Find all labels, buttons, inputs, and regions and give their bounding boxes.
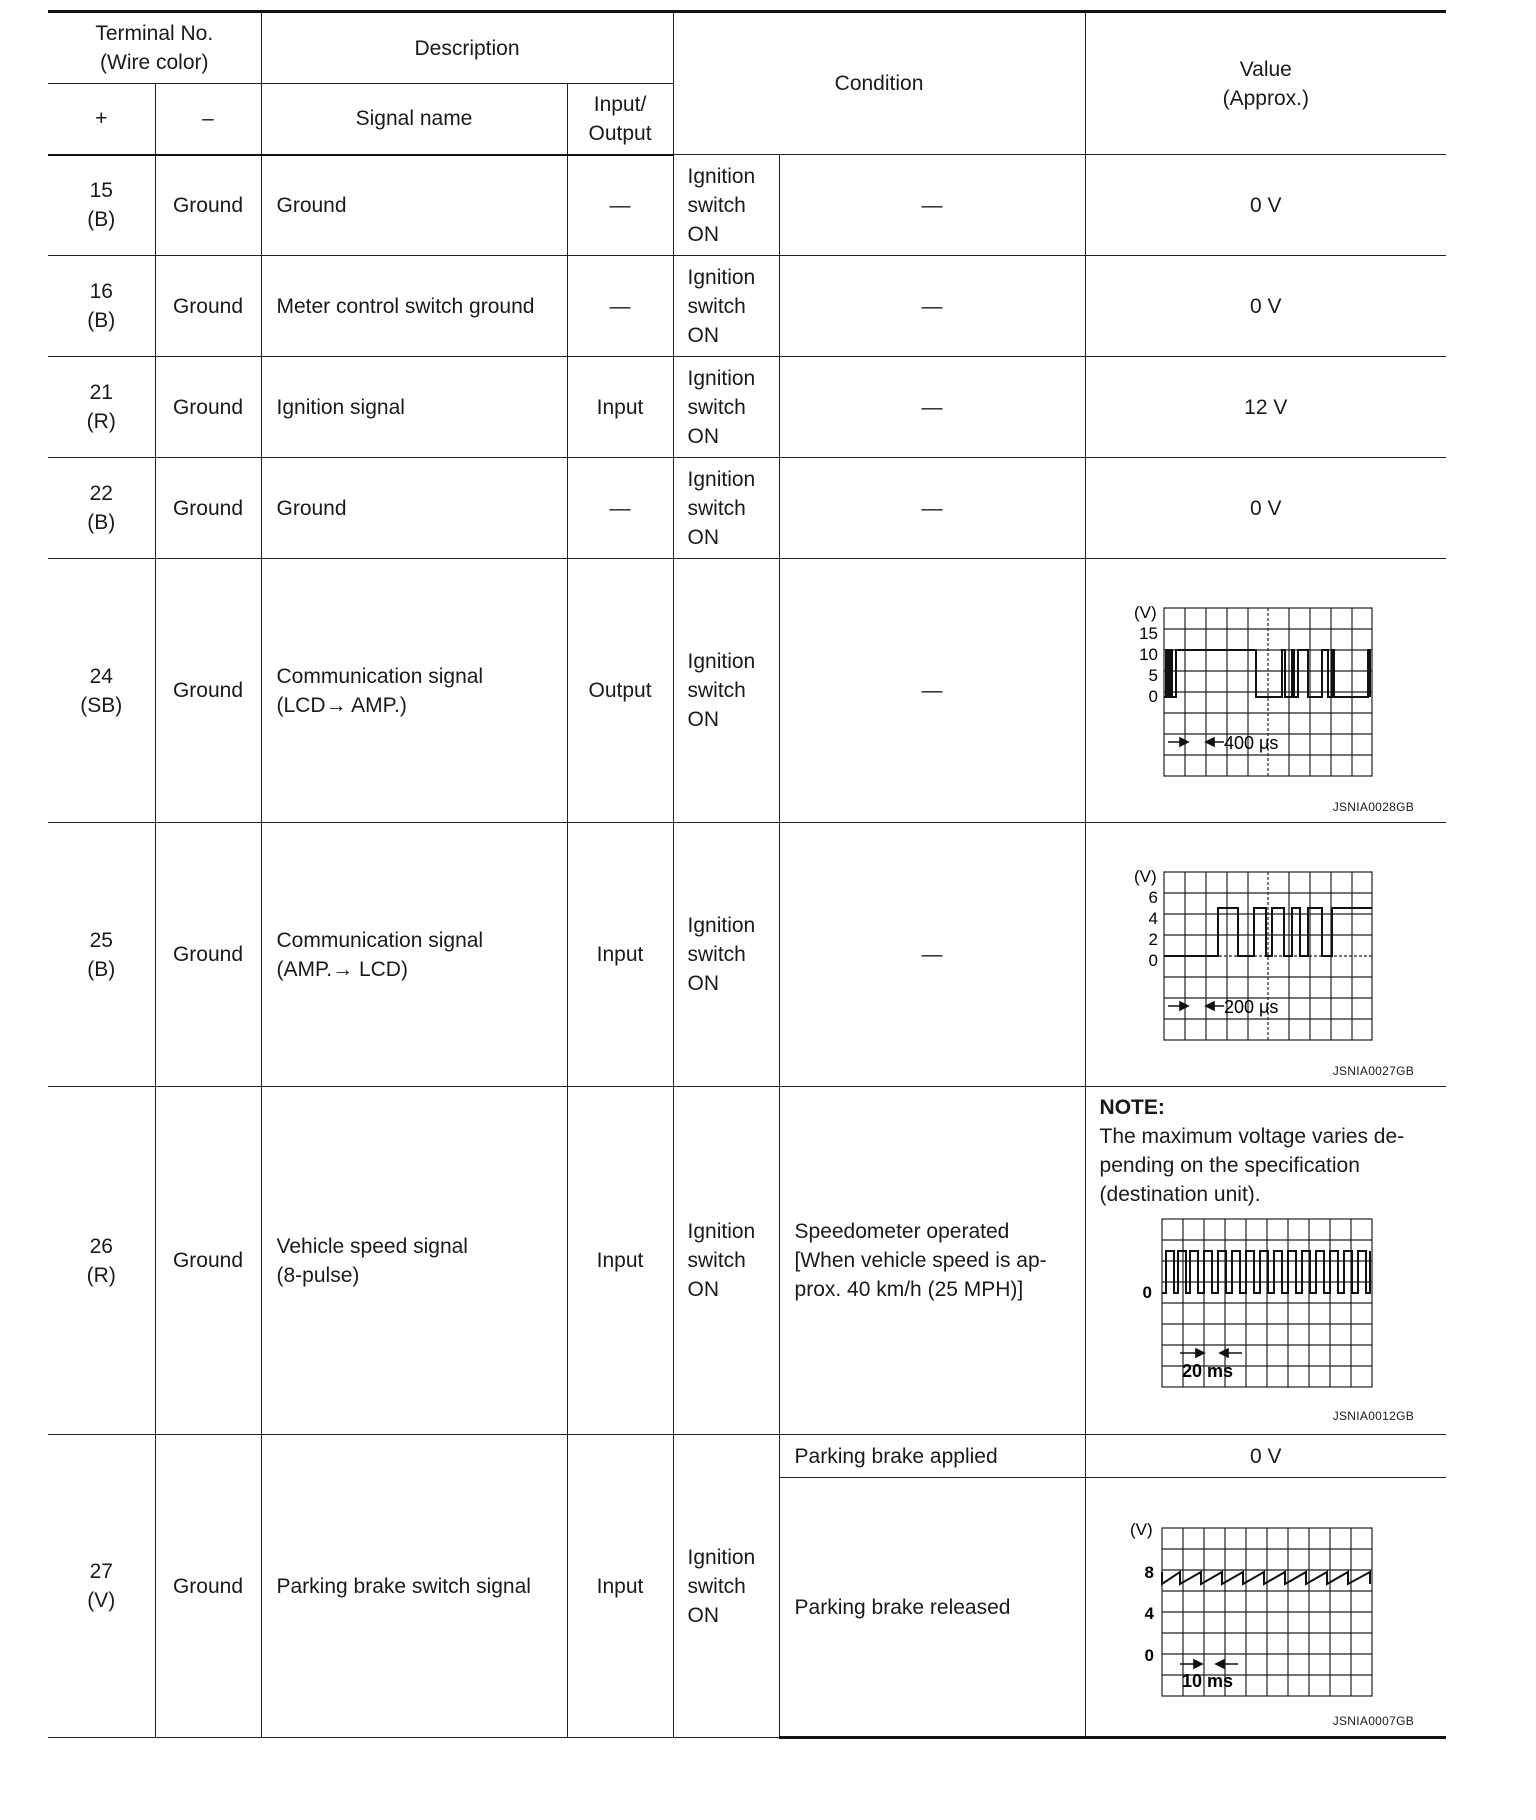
- wave-tick-label: 8: [1144, 1563, 1154, 1582]
- period-label: 400 μs: [1223, 732, 1278, 753]
- value-cell: 0 V: [1085, 256, 1446, 357]
- period-label: 20 ms: [1181, 1361, 1233, 1381]
- table-row: [48, 155, 1446, 256]
- condition-cell: —: [779, 559, 1085, 823]
- wave-tick-label: 0: [1142, 1283, 1152, 1302]
- table-row: [48, 823, 1446, 1087]
- header-value: Value (Approx.): [1085, 12, 1446, 155]
- waveform-lcd-to-amp: [1086, 560, 1447, 822]
- wave-unit-label: (V): [1133, 602, 1157, 622]
- condition-cell: —: [779, 458, 1085, 559]
- input-output-cell: Output: [567, 559, 673, 823]
- terminal-cell: 15 (B): [48, 155, 155, 256]
- ignition-cell: Ignition switch ON: [673, 823, 779, 1087]
- ignition-cell: Ignition switch ON: [673, 559, 779, 823]
- value-cell: 12 V: [1085, 357, 1446, 458]
- ignition-cell: Ignition switch ON: [673, 256, 779, 357]
- ignition-cell: Ignition switch ON: [673, 357, 779, 458]
- wave-tick-label: 4: [1144, 1604, 1154, 1623]
- input-output-cell: Input: [567, 1435, 673, 1738]
- terminal-cell: 22 (B): [48, 458, 155, 559]
- terminal-table: [48, 10, 1446, 1739]
- wave-tick-label: 15: [1138, 623, 1158, 643]
- waveform-parking-brake: [1086, 1478, 1447, 1736]
- ground-cell: Ground: [155, 823, 261, 1087]
- ground-cell: Ground: [155, 357, 261, 458]
- header-input-output: Input/ Output: [567, 84, 673, 155]
- waveform-trace: [1164, 650, 1370, 697]
- waveform-trace: [1162, 1251, 1370, 1293]
- input-output-cell: Input: [567, 357, 673, 458]
- value-cell: 0 V: [1085, 1435, 1446, 1478]
- period-marker: [1180, 1349, 1242, 1357]
- wave-unit-label: (V): [1133, 866, 1157, 886]
- condition-cell: Parking brake applied: [779, 1435, 1085, 1478]
- ground-cell: Ground: [155, 559, 261, 823]
- value-cell: 0 V: [1085, 155, 1446, 256]
- condition-cell: Parking brake released: [779, 1478, 1085, 1738]
- terminal-cell: 24 (SB): [48, 559, 155, 823]
- ignition-cell: Ignition switch ON: [673, 155, 779, 256]
- figure-code: JSNIA0028GB: [1332, 799, 1415, 814]
- condition-cell: —: [779, 823, 1085, 1087]
- ignition-cell: Ignition switch ON: [673, 458, 779, 559]
- figure-code: JSNIA0012GB: [1332, 1409, 1415, 1423]
- waveform-vehicle-speed: [1086, 1209, 1447, 1427]
- figure-code: JSNIA0007GB: [1332, 1714, 1415, 1728]
- input-output-cell: —: [567, 458, 673, 559]
- header-plus: +: [48, 84, 155, 155]
- waveform-cell: [1085, 559, 1446, 823]
- ground-cell: Ground: [155, 458, 261, 559]
- period-marker: [1168, 1002, 1224, 1010]
- wave-tick-label: 0: [1148, 950, 1158, 970]
- table-row: [48, 1087, 1446, 1435]
- waveform-amp-to-lcd: [1086, 824, 1447, 1086]
- terminal-table-page: [48, 10, 1446, 1739]
- header-row-1: [48, 12, 1446, 84]
- period-marker: [1180, 1660, 1238, 1668]
- header-condition: Condition: [673, 12, 1085, 155]
- ignition-cell: Ignition switch ON: [673, 1435, 779, 1738]
- ground-cell: Ground: [155, 155, 261, 256]
- terminal-cell: 16 (B): [48, 256, 155, 357]
- header-description: Description: [261, 12, 673, 84]
- period-label: 10 ms: [1181, 1671, 1233, 1691]
- header-minus: –: [155, 84, 261, 155]
- wave-tick-label: 4: [1148, 908, 1158, 928]
- wave-tick-label: 0: [1144, 1646, 1154, 1665]
- table-row: [48, 559, 1446, 823]
- input-output-cell: Input: [567, 1087, 673, 1435]
- wave-tick-label: 10: [1138, 644, 1158, 664]
- period-marker: [1168, 738, 1224, 746]
- condition-cell: Speedometer operated [When vehicle speed is ap- prox. 40 km/h (25 MPH)]: [779, 1087, 1085, 1435]
- ground-cell: Ground: [155, 256, 261, 357]
- input-output-cell: Input: [567, 823, 673, 1087]
- signal-name-cell: Communication signal (LCD→ AMP.): [261, 559, 567, 823]
- period-label: 200 μs: [1223, 996, 1278, 1017]
- note-title: NOTE:: [1099, 1096, 1165, 1119]
- waveform-cell: [1085, 823, 1446, 1087]
- table-row: [48, 458, 1446, 559]
- input-output-cell: —: [567, 155, 673, 256]
- ground-cell: Ground: [155, 1087, 261, 1435]
- table-row: [48, 1435, 1446, 1478]
- wave-tick-label: 2: [1148, 929, 1158, 949]
- wave-unit-label: (V): [1129, 1520, 1153, 1539]
- signal-name-cell: Ground: [261, 155, 567, 256]
- wave-tick-label: 5: [1148, 665, 1158, 685]
- condition-cell: —: [779, 357, 1085, 458]
- signal-name-cell: Ground: [261, 458, 567, 559]
- condition-cell: —: [779, 256, 1085, 357]
- ground-cell: Ground: [155, 1435, 261, 1738]
- condition-cell: —: [779, 155, 1085, 256]
- note-text: The maximum voltage varies de- pending on the specification (destination unit).: [1099, 1125, 1405, 1206]
- table-row: [48, 357, 1446, 458]
- note-waveform-cell: [1085, 1087, 1446, 1435]
- terminal-cell: 25 (B): [48, 823, 155, 1087]
- signal-name-cell: Ignition signal: [261, 357, 567, 458]
- signal-name-cell: Vehicle speed signal (8-pulse): [261, 1087, 567, 1435]
- wave-tick-label: 0: [1148, 686, 1158, 706]
- figure-code: JSNIA0027GB: [1332, 1063, 1415, 1078]
- header-terminal: Terminal No. (Wire color): [48, 12, 261, 84]
- terminal-cell: 21 (R): [48, 357, 155, 458]
- signal-name-cell: Communication signal (AMP.→ LCD): [261, 823, 567, 1087]
- header-signal-name: Signal name: [261, 84, 567, 155]
- signal-name-cell: Meter control switch ground: [261, 256, 567, 357]
- value-cell: 0 V: [1085, 458, 1446, 559]
- waveform-cell: [1085, 1478, 1446, 1738]
- ignition-cell: Ignition switch ON: [673, 1087, 779, 1435]
- table-row: [48, 256, 1446, 357]
- terminal-cell: 27 (V): [48, 1435, 155, 1738]
- waveform-trace: [1162, 1572, 1370, 1584]
- signal-name-cell: Parking brake switch signal: [261, 1435, 567, 1738]
- input-output-cell: —: [567, 256, 673, 357]
- terminal-cell: 26 (R): [48, 1087, 155, 1435]
- wave-tick-label: 6: [1148, 887, 1158, 907]
